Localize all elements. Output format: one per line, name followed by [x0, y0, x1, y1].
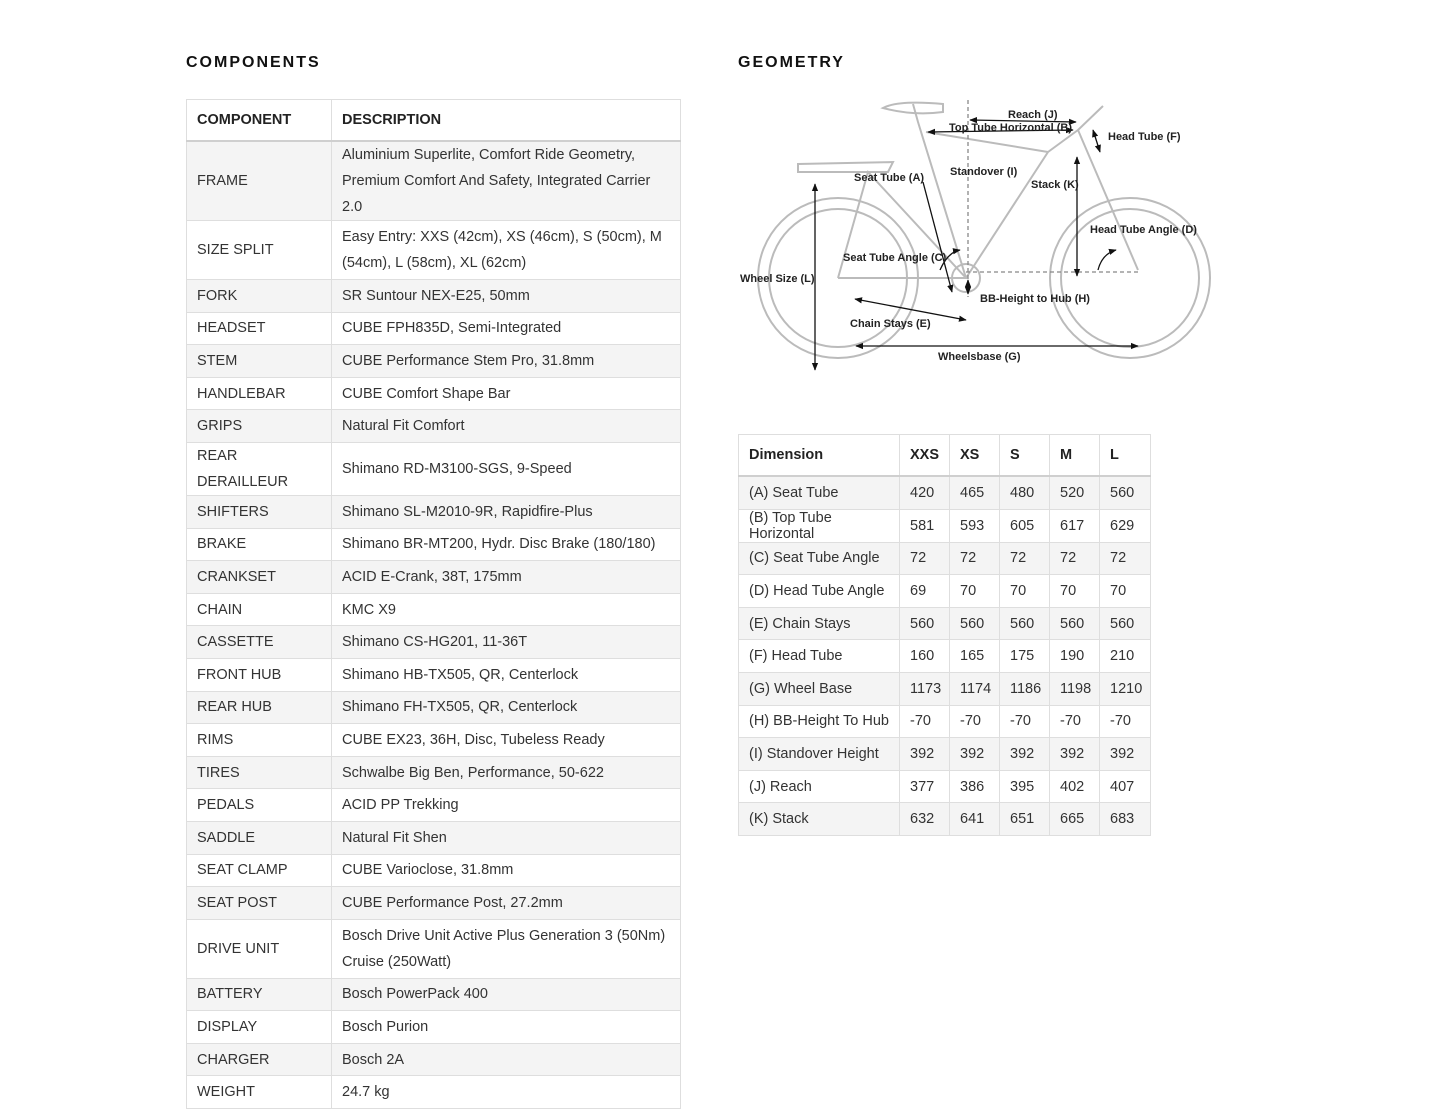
size-value-cell: 160: [900, 640, 950, 673]
components-header-row: [187, 100, 681, 142]
size-column-header: M: [1050, 435, 1100, 477]
component-row: [187, 854, 681, 887]
size-value-cell: 386: [950, 770, 1000, 803]
component-row: [187, 593, 681, 626]
size-value-cell: 392: [950, 738, 1000, 771]
component-name-cell: STEM: [187, 345, 332, 378]
component-description-cell: Easy Entry: XXS (42cm), XS (46cm), S (50cm), M (54cm), L (58cm), XL (62cm): [332, 221, 681, 280]
geometry-row: [739, 575, 1151, 608]
size-value-cell: 210: [1100, 640, 1151, 673]
size-value-cell: 465: [950, 476, 1000, 509]
label-head-tube: Head Tube (F): [1108, 131, 1181, 143]
component-name-cell: FRAME: [187, 141, 332, 221]
component-row: [187, 1076, 681, 1109]
geometry-row: [739, 607, 1151, 640]
size-value-cell: 70: [1000, 575, 1050, 608]
dimension-cell: (E) Chain Stays: [739, 607, 900, 640]
dimension-cell: (J) Reach: [739, 770, 900, 803]
size-value-cell: 392: [1000, 738, 1050, 771]
component-description-cell: Shimano HB-TX505, QR, Centerlock: [332, 658, 681, 691]
component-row: [187, 442, 681, 495]
component-row: [187, 495, 681, 528]
geometry-header-row: [739, 435, 1151, 477]
component-name-cell: SEAT POST: [187, 887, 332, 920]
component-row: [187, 887, 681, 920]
component-description-cell: Shimano BR-MT200, Hydr. Disc Brake (180/180): [332, 528, 681, 561]
component-row: [187, 528, 681, 561]
component-row: [187, 919, 681, 978]
geometry-row: [739, 640, 1151, 673]
size-value-cell: 560: [1000, 607, 1050, 640]
size-value-cell: 190: [1050, 640, 1100, 673]
size-value-cell: 520: [1050, 476, 1100, 509]
size-value-cell: 72: [1100, 542, 1151, 575]
component-description-cell: Natural Fit Comfort: [332, 410, 681, 443]
size-value-cell: -70: [1100, 705, 1151, 738]
component-row: [187, 410, 681, 443]
component-description-cell: SR Suntour NEX-E25, 50mm: [332, 280, 681, 313]
size-value-cell: 605: [1000, 509, 1050, 542]
size-value-cell: 683: [1100, 803, 1151, 836]
component-name-cell: REAR HUB: [187, 691, 332, 724]
size-value-cell: 165: [950, 640, 1000, 673]
component-name-cell: BATTERY: [187, 978, 332, 1011]
component-name-cell: CASSETTE: [187, 626, 332, 659]
component-name-cell: DRIVE UNIT: [187, 919, 332, 978]
geometry-row: [739, 672, 1151, 705]
component-name-cell: GRIPS: [187, 410, 332, 443]
component-description-cell: KMC X9: [332, 593, 681, 626]
size-value-cell: 1186: [1000, 672, 1050, 705]
size-value-cell: 70: [1100, 575, 1151, 608]
components-table: [186, 99, 681, 1109]
component-description-cell: Shimano RD-M3100-SGS, 9-Speed: [332, 442, 681, 495]
size-value-cell: -70: [950, 705, 1000, 738]
component-name-cell: FRONT HUB: [187, 658, 332, 691]
component-name-cell: SADDLE: [187, 821, 332, 854]
component-row: [187, 280, 681, 313]
size-value-cell: 395: [1000, 770, 1050, 803]
dimension-column-header: Dimension: [739, 435, 900, 477]
dimension-cell: (I) Standover Height: [739, 738, 900, 771]
size-value-cell: 70: [950, 575, 1000, 608]
component-row: [187, 789, 681, 822]
component-description-cell: ACID E-Crank, 38T, 175mm: [332, 561, 681, 594]
dimension-cell: (F) Head Tube: [739, 640, 900, 673]
label-top-tube: Top Tube Horizontal (B): [949, 122, 1073, 134]
component-description-cell: Bosch PowerPack 400: [332, 978, 681, 1011]
component-description-cell: Bosch Drive Unit Active Plus Generation 3 (50Nm) Cruise (250Watt): [332, 919, 681, 978]
size-value-cell: 665: [1050, 803, 1100, 836]
size-value-cell: 392: [1050, 738, 1100, 771]
component-description-cell: CUBE Performance Stem Pro, 31.8mm: [332, 345, 681, 378]
component-row: [187, 1043, 681, 1076]
size-value-cell: 560: [1050, 607, 1100, 640]
size-value-cell: 402: [1050, 770, 1100, 803]
size-value-cell: 1174: [950, 672, 1000, 705]
size-column-header: XXS: [900, 435, 950, 477]
size-value-cell: 72: [900, 542, 950, 575]
geometry-table: [738, 434, 1151, 836]
geometry-row: [739, 770, 1151, 803]
label-standover: Standover (I): [950, 166, 1018, 178]
size-value-cell: 72: [950, 542, 1000, 575]
component-row: [187, 561, 681, 594]
component-description-cell: Bosch 2A: [332, 1043, 681, 1076]
size-value-cell: 560: [1100, 607, 1151, 640]
geometry-row: [739, 738, 1151, 771]
component-name-cell: HANDLEBAR: [187, 377, 332, 410]
dimension-cell: (K) Stack: [739, 803, 900, 836]
component-name-cell: TIRES: [187, 756, 332, 789]
component-description-cell: Aluminium Superlite, Comfort Ride Geometry, Premium Comfort And Safety, Integrated Carrier 2.0: [332, 141, 681, 221]
component-row: [187, 626, 681, 659]
bike-geometry-diagram: [738, 92, 1238, 382]
component-row: [187, 658, 681, 691]
label-reach: Reach (J): [1008, 109, 1058, 121]
geometry-body: [739, 476, 1151, 835]
size-column-header: S: [1000, 435, 1050, 477]
component-description-cell: ACID PP Trekking: [332, 789, 681, 822]
component-row: [187, 345, 681, 378]
description-column-header: DESCRIPTION: [332, 100, 681, 142]
size-value-cell: 480: [1000, 476, 1050, 509]
geometry-row: [739, 509, 1151, 542]
dimension-cell: (G) Wheel Base: [739, 672, 900, 705]
component-row: [187, 377, 681, 410]
component-name-cell: FORK: [187, 280, 332, 313]
geometry-row: [739, 803, 1151, 836]
front-wheel: [1050, 198, 1210, 358]
component-description-cell: Natural Fit Shen: [332, 821, 681, 854]
size-value-cell: 617: [1050, 509, 1100, 542]
dimension-cell: (B) Top Tube Horizontal: [739, 509, 900, 542]
component-row: [187, 1011, 681, 1044]
size-value-cell: 392: [1100, 738, 1151, 771]
size-value-cell: 72: [1000, 542, 1050, 575]
size-column-header: XS: [950, 435, 1000, 477]
component-name-cell: CHARGER: [187, 1043, 332, 1076]
dimension-cell: (H) BB-Height To Hub: [739, 705, 900, 738]
geometry-row: [739, 705, 1151, 738]
dimension-cell: (D) Head Tube Angle: [739, 575, 900, 608]
size-value-cell: -70: [900, 705, 950, 738]
size-value-cell: 1173: [900, 672, 950, 705]
component-description-cell: 24.7 kg: [332, 1076, 681, 1109]
component-row: [187, 821, 681, 854]
size-value-cell: 629: [1100, 509, 1151, 542]
label-seat-tube-angle: Seat Tube Angle (C): [843, 252, 947, 264]
size-value-cell: 175: [1000, 640, 1050, 673]
dimension-cell: (C) Seat Tube Angle: [739, 542, 900, 575]
component-column-header: COMPONENT: [187, 100, 332, 142]
component-description-cell: Schwalbe Big Ben, Performance, 50-622: [332, 756, 681, 789]
label-bb-height: BB-Height to Hub (H): [980, 293, 1090, 305]
component-description-cell: Shimano FH-TX505, QR, Centerlock: [332, 691, 681, 724]
label-stack: Stack (K): [1031, 179, 1079, 191]
component-name-cell: PEDALS: [187, 789, 332, 822]
size-value-cell: 70: [1050, 575, 1100, 608]
geometry-row: [739, 542, 1151, 575]
component-name-cell: DISPLAY: [187, 1011, 332, 1044]
size-value-cell: 560: [900, 607, 950, 640]
component-name-cell: CRANKSET: [187, 561, 332, 594]
label-chain-stays: Chain Stays (E): [850, 318, 931, 330]
size-value-cell: 1210: [1100, 672, 1151, 705]
size-value-cell: -70: [1050, 705, 1100, 738]
components-body: [187, 141, 681, 1109]
component-description-cell: CUBE EX23, 36H, Disc, Tubeless Ready: [332, 724, 681, 757]
size-value-cell: 1198: [1050, 672, 1100, 705]
size-value-cell: 392: [900, 738, 950, 771]
size-value-cell: 560: [950, 607, 1000, 640]
component-name-cell: SEAT CLAMP: [187, 854, 332, 887]
size-value-cell: 632: [900, 803, 950, 836]
size-value-cell: 377: [900, 770, 950, 803]
component-description-cell: Bosch Purion: [332, 1011, 681, 1044]
geometry-title: GEOMETRY: [738, 54, 845, 71]
rear-carrier: [798, 162, 893, 172]
component-row: [187, 141, 681, 221]
component-name-cell: SIZE SPLIT: [187, 221, 332, 280]
size-value-cell: 651: [1000, 803, 1050, 836]
size-value-cell: 641: [950, 803, 1000, 836]
component-description-cell: CUBE Performance Post, 27.2mm: [332, 887, 681, 920]
size-value-cell: -70: [1000, 705, 1050, 738]
component-row: [187, 221, 681, 280]
label-wheel-size: Wheel Size (L): [740, 273, 815, 285]
component-row: [187, 691, 681, 724]
component-description-cell: Shimano CS-HG201, 11-36T: [332, 626, 681, 659]
label-head-tube-angle: Head Tube Angle (D): [1090, 224, 1197, 236]
size-value-cell: 72: [1050, 542, 1100, 575]
geometry-row: [739, 476, 1151, 509]
component-name-cell: HEADSET: [187, 312, 332, 345]
size-value-cell: 581: [900, 509, 950, 542]
component-name-cell: SHIFTERS: [187, 495, 332, 528]
component-description-cell: CUBE Comfort Shape Bar: [332, 377, 681, 410]
component-description-cell: Shimano SL-M2010-9R, Rapidfire-Plus: [332, 495, 681, 528]
component-name-cell: CHAIN: [187, 593, 332, 626]
component-name-cell: REAR DERAILLEUR: [187, 442, 332, 495]
component-description-cell: CUBE FPH835D, Semi-Integrated: [332, 312, 681, 345]
size-value-cell: 69: [900, 575, 950, 608]
component-name-cell: WEIGHT: [187, 1076, 332, 1109]
component-row: [187, 756, 681, 789]
label-wheelbase: Wheelsbase (G): [938, 351, 1021, 363]
label-seat-tube: Seat Tube (A): [854, 172, 925, 184]
size-value-cell: 420: [900, 476, 950, 509]
component-name-cell: RIMS: [187, 724, 332, 757]
dimension-cell: (A) Seat Tube: [739, 476, 900, 509]
component-description-cell: CUBE Varioclose, 31.8mm: [332, 854, 681, 887]
size-value-cell: 593: [950, 509, 1000, 542]
component-row: [187, 724, 681, 757]
size-value-cell: 407: [1100, 770, 1151, 803]
component-name-cell: BRAKE: [187, 528, 332, 561]
size-column-header: L: [1100, 435, 1151, 477]
component-row: [187, 312, 681, 345]
component-row: [187, 978, 681, 1011]
components-title: COMPONENTS: [186, 54, 321, 71]
size-value-cell: 560: [1100, 476, 1151, 509]
